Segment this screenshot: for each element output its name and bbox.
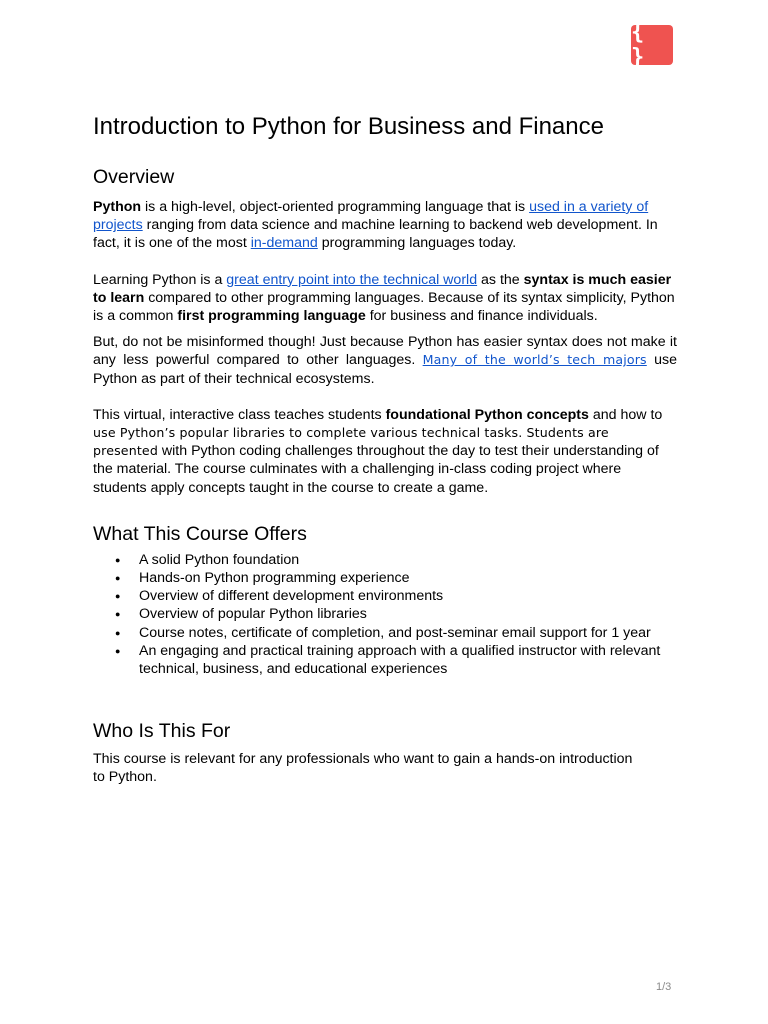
link-tech-majors[interactable]: Many of the world’s tech majors — [422, 352, 647, 368]
page-number: 1/3 — [656, 981, 672, 993]
text-span: use Python’s popular libraries to complete various technical tasks. Students are presented — [93, 425, 609, 459]
link-great-entry-point[interactable]: great entry point into the technical world — [226, 271, 478, 288]
text-span: Learning Python is a — [93, 271, 227, 288]
text-span: as the — [477, 271, 524, 288]
overview-paragraph-2 — [93, 271, 677, 326]
logo-icon: { } — [631, 25, 673, 65]
text-span: is a high-level, object-oriented programming language that is — [141, 199, 530, 215]
list-item: ● Hands-on Python programming experience — [93, 569, 677, 587]
text-span: This virtual, interactive class teaches students — [93, 406, 386, 423]
link-variety-of-projects[interactable]: used in a variety of projects — [93, 199, 649, 234]
text-span: But, do not be misinformed though! Just because Python has easier syntax does not make it any less powerful compared to other languages. — [93, 334, 677, 369]
list-item: ● Course notes, certificate of completion, and post-seminar email support for 1 year — [93, 624, 677, 642]
text-span: programming languages today. — [317, 235, 517, 252]
text-span: use Python as part of their technical ecosystems. — [93, 352, 677, 387]
overview-paragraph-4 — [93, 406, 677, 497]
text-span: compared to other programming languages. Because of its syntax simplicity, Python is a common — [93, 289, 675, 325]
overview-heading: Overview — [93, 166, 175, 188]
link-in-demand[interactable]: in-demand — [250, 235, 318, 252]
bold-foundational-concepts: foundational Python concepts — [385, 406, 589, 423]
overview-paragraph-3 — [93, 333, 677, 388]
list-item: ● Overview of popular Python libraries — [93, 605, 677, 623]
list-item: ● Overview of different development environments — [93, 587, 677, 605]
page-title: Introduction to Python for Business and Finance — [93, 113, 604, 140]
text-span: with Python coding challenges throughout the day to test their understanding of the material. The course culminates with a challenging in-class coding project where students apply concepts taught in the course to create a game. — [93, 443, 659, 496]
text-span: and how to — [588, 406, 663, 423]
offers-list — [93, 551, 677, 678]
text-span: ranging from data science and machine learning to backend web development. In fact, it is one of the most — [93, 217, 658, 252]
audience-paragraph: This course is relevant for any professionals who want to gain a hands-on introduction to Python. — [93, 751, 633, 786]
bold-first-language: first programming language — [177, 308, 366, 325]
text-span: for business and finance individuals. — [365, 308, 598, 325]
overview-paragraph-1 — [93, 198, 677, 253]
bold-syntax-easier: syntax is much easier to learn — [93, 271, 672, 306]
list-item: ● An engaging and practical training approach with a qualified instructor with relevant technical, business, and educational experiences — [93, 642, 677, 678]
offers-heading: What This Course Offers — [93, 522, 307, 545]
document-page — [93, 110, 677, 787]
list-item: ● A solid Python foundation — [93, 551, 677, 569]
audience-heading: Who Is This For — [93, 720, 231, 743]
python-bold: Python — [93, 199, 142, 215]
